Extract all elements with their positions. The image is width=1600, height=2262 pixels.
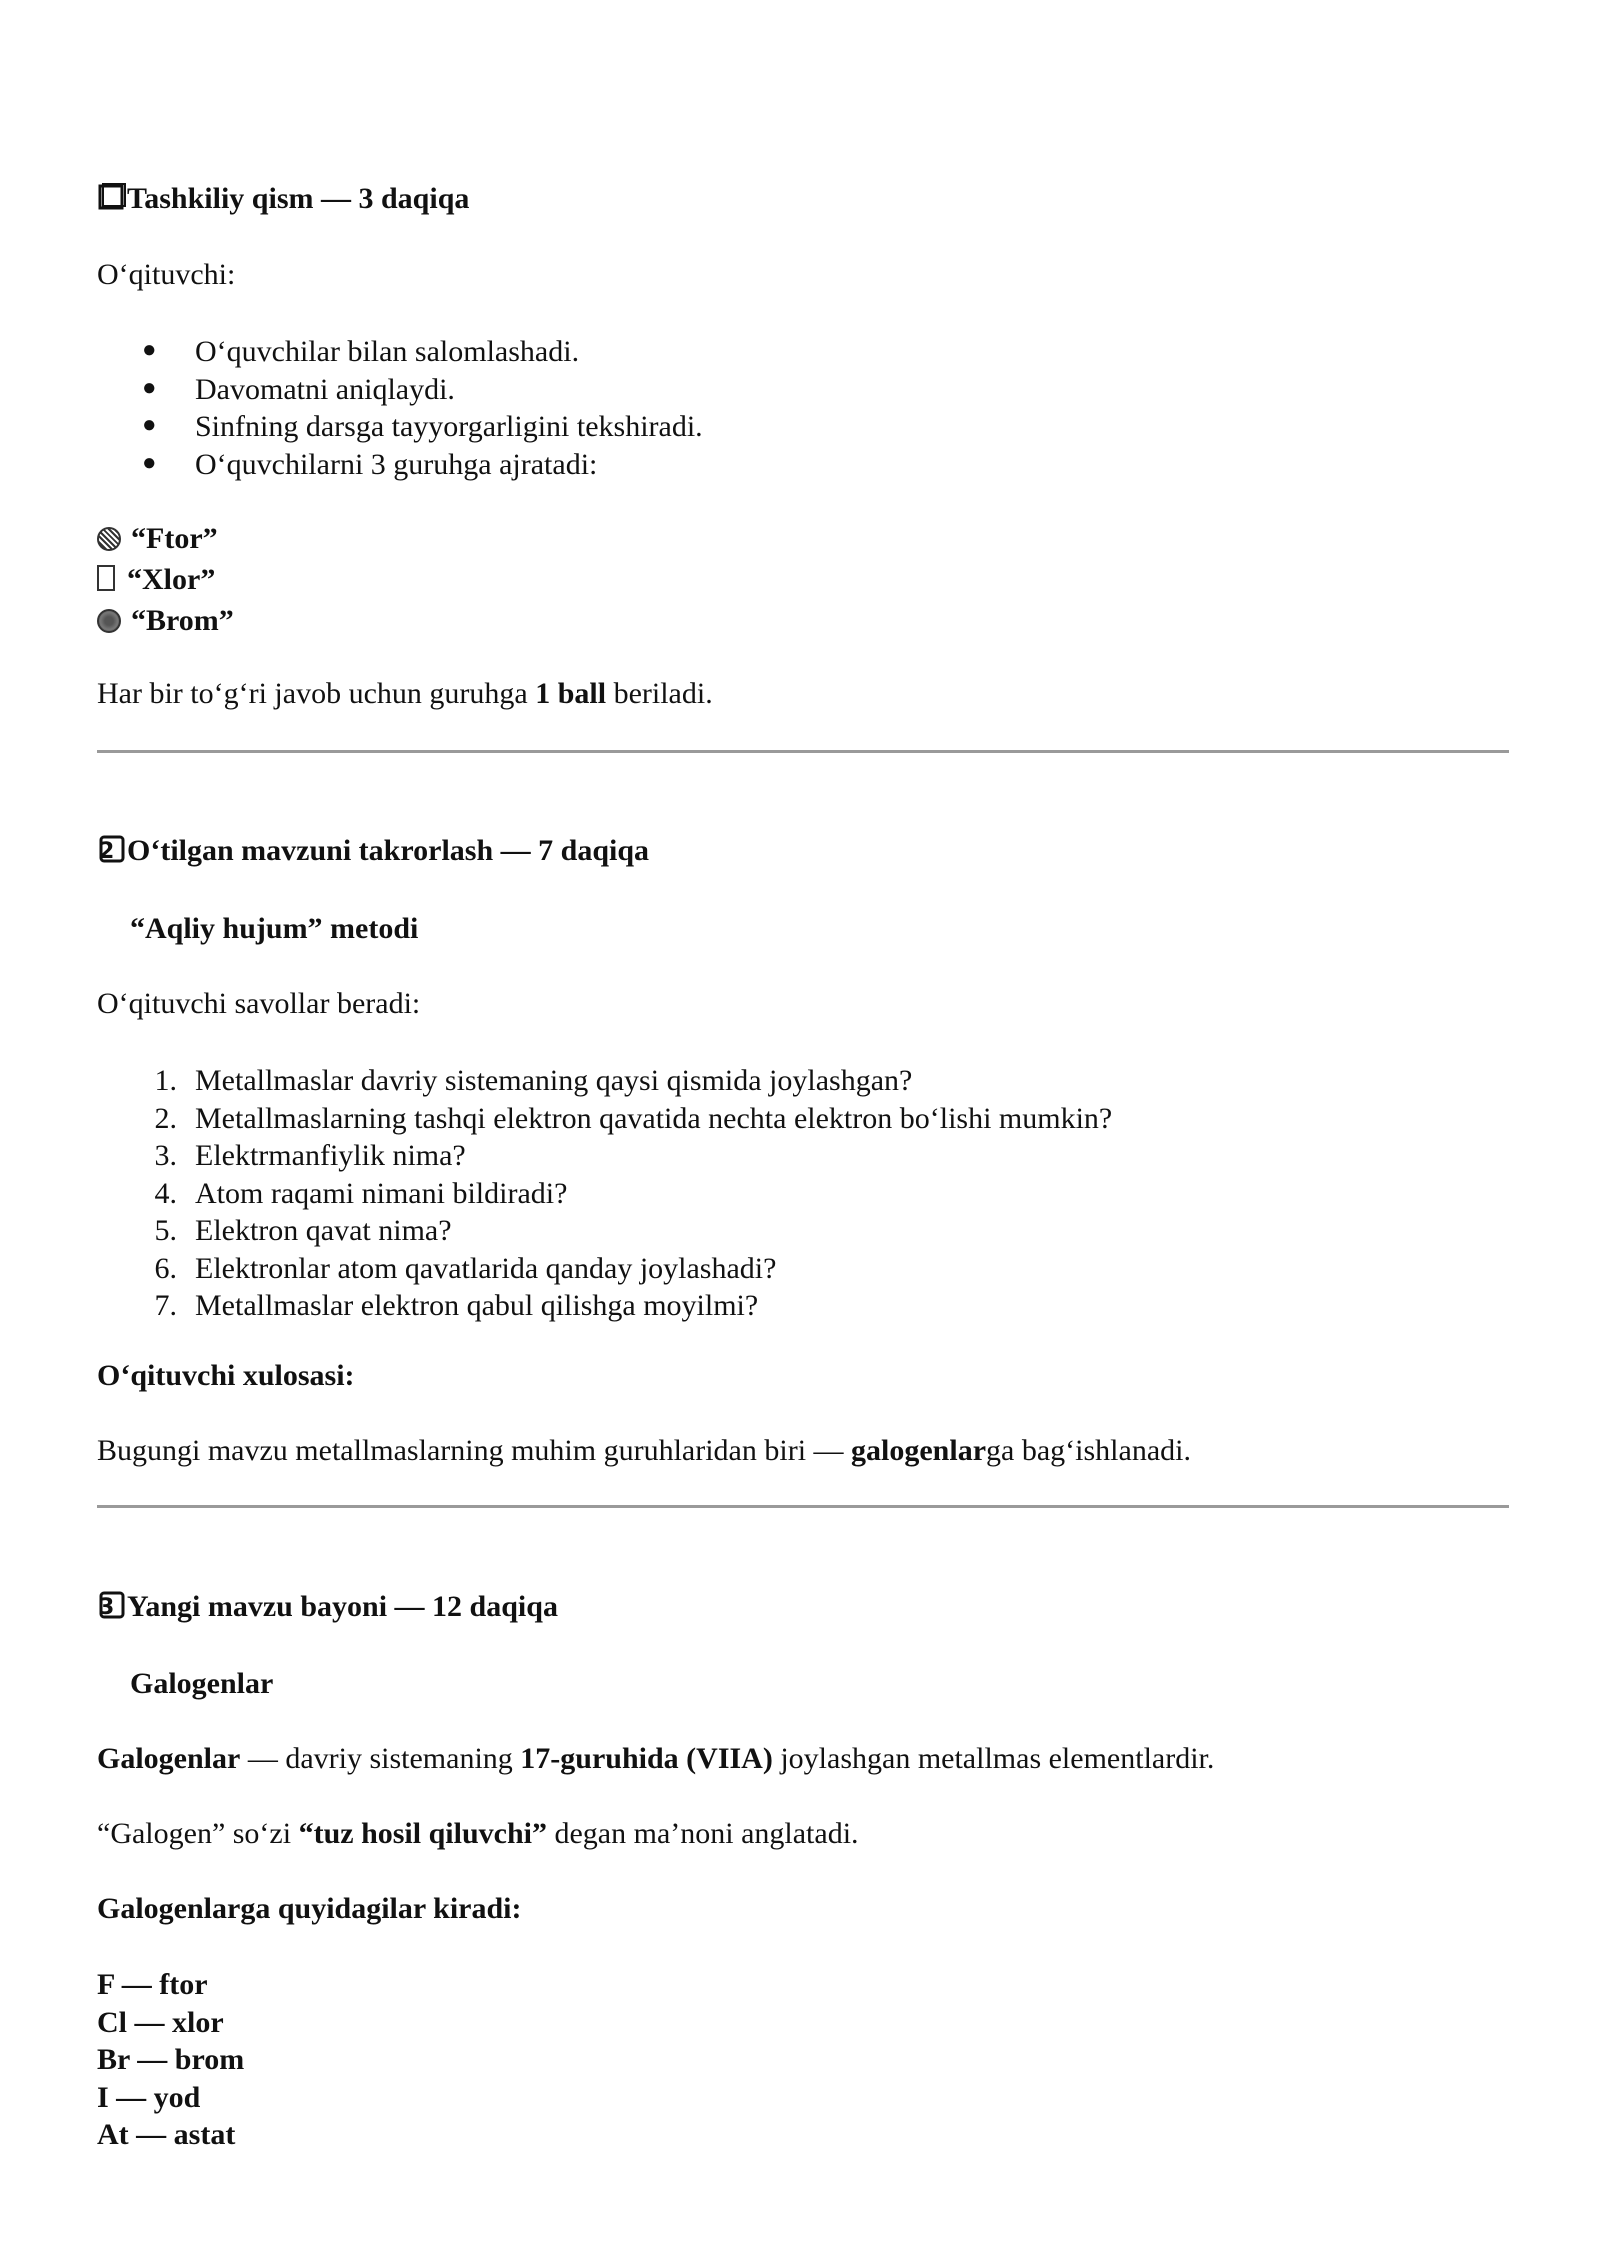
keycap-2-icon <box>97 835 127 863</box>
method-title: “Aqliy hujum” metodi <box>130 912 419 945</box>
list-item: 1. Metallmaslar davriy sistemaning qaysi qismida joylashgan? <box>154 1064 913 1097</box>
list-item: Br — brom <box>97 2043 245 2076</box>
list-item: ● Sinfning darsga tayyorgarligini tekshiradi. <box>142 410 703 443</box>
keycap-3-icon <box>97 1591 127 1619</box>
list-item: I — yod <box>97 2080 201 2114</box>
list-item: ● O‘quvchilar bilan salomlashadi. <box>142 335 580 368</box>
section1-bullet-list <box>97 333 703 483</box>
section1-title: Tashkiliy qism — 3 daqiqa <box>127 182 470 215</box>
questions-intro: O‘qituvchi savollar beradi: <box>97 987 421 1020</box>
list-item: 6. Elektronlar atom qavatlarida qanday joylashadi? <box>154 1251 777 1285</box>
group-list <box>97 520 234 643</box>
list-item: 5. Elektron qavat nima? <box>154 1214 452 1247</box>
divider <box>97 1505 1509 1508</box>
hatched-circle-icon <box>97 527 121 551</box>
divider <box>97 750 1509 753</box>
checkbox-icon <box>97 183 127 211</box>
list-item: At — astat <box>97 2118 236 2151</box>
conclusion-label: O‘qituvchi xulosasi: <box>97 1359 355 1392</box>
definition-text: Galogenlar — davriy sistemaning 17-guruhida (VIIA) joylashgan metallmas elementlardir. <box>97 1742 1215 1775</box>
list-item: ● Davomatni aniqlaydi. <box>142 372 455 406</box>
dark-circle-icon <box>97 609 121 633</box>
elements-list <box>97 1966 244 2154</box>
conclusion-text: Bugungi mavzu metallmaslarning muhim guruhlaridan biri — galogenlarga bag‘ishlanadi. <box>97 1434 1191 1467</box>
group-xlor: “Xlor” <box>97 561 234 602</box>
list-item: F — ftor <box>97 1968 208 2001</box>
section2-heading <box>97 832 649 870</box>
list-item: Cl — xlor <box>97 2005 224 2039</box>
list-item: 4. Atom raqami nimani bildiradi? <box>154 1176 568 1210</box>
list-item: ● O‘quvchilarni 3 guruhga ajratadi: <box>142 447 598 481</box>
list-item: 7. Metallmaslar elektron qabul qilishga moyilmi? <box>154 1289 759 1322</box>
elements-list-label: Galogenlarga quyidagilar kiradi: <box>97 1892 522 1925</box>
missing-glyph-icon <box>97 565 115 591</box>
list-item: 3. Elektrmanfiylik nima? <box>154 1139 466 1172</box>
svg-text:3: 3 <box>99 1595 115 1619</box>
section3-title: Yangi mavzu bayoni — 12 daqiqa <box>127 1590 558 1623</box>
section3-subtitle: Galogenlar <box>130 1667 274 1700</box>
group-brom: “Brom” <box>97 602 234 643</box>
section3-heading <box>97 1588 558 1626</box>
list-item: 2. Metallmaslarning tashqi elektron qavatida nechta elektron bo‘lishi mumkin? <box>154 1101 1113 1135</box>
group-ftor: “Ftor” <box>97 520 234 561</box>
section1-teacher-label: O‘qituvchi: <box>97 258 236 291</box>
score-note: Har bir to‘g‘ri javob uchun guruhga 1 ball beriladi. <box>97 677 713 710</box>
section2-title: O‘tilgan mavzuni takrorlash — 7 daqiqa <box>127 834 650 867</box>
svg-text:2: 2 <box>99 839 115 863</box>
questions-list <box>97 1062 1112 1325</box>
section1-heading <box>97 180 469 218</box>
word-meaning-text: “Galogen” so‘zi “tuz hosil qiluvchi” degan ma’noni anglatadi. <box>97 1817 859 1850</box>
